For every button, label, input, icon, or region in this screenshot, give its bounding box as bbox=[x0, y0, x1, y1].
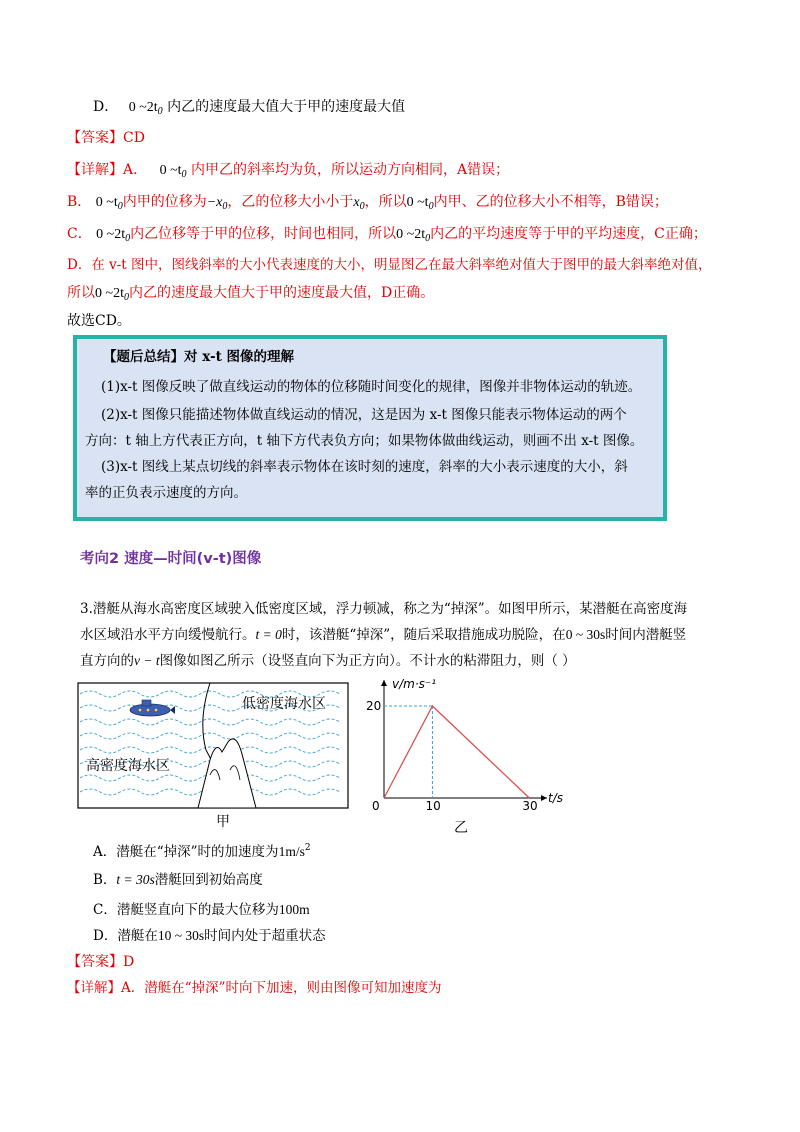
math-sub: 0 bbox=[125, 233, 131, 244]
detail-prefix: C． bbox=[67, 226, 92, 242]
conclusion: 故选CD。 bbox=[67, 313, 131, 329]
detail-b bbox=[67, 192, 668, 217]
detail-text: ，乙的位移大小小于 bbox=[227, 194, 354, 210]
math-value: 1m/s bbox=[278, 844, 305, 859]
y-axis-label: v/m·s⁻¹ bbox=[392, 677, 437, 691]
chart-series bbox=[384, 706, 529, 798]
option-text: C．潜艇竖直向下的最大位移为 bbox=[93, 902, 279, 918]
summary-p3a: (3)x-t 图线上某点切线的斜率表示物体在该时刻的速度，斜率的大小表示速度的大小，斜 bbox=[101, 459, 628, 475]
math-range: 0 ~t bbox=[406, 195, 429, 210]
option-text: 潜艇回到初始高度 bbox=[154, 872, 263, 888]
question-text: 时，该潜艇“掉深”，随后采取措施成功脱险，在 bbox=[281, 627, 566, 643]
question3-line3 bbox=[80, 651, 576, 671]
math-range: 0 ~t bbox=[159, 163, 182, 178]
detail-prefix: B． bbox=[67, 194, 92, 210]
math-sub: 0 bbox=[428, 201, 434, 212]
math-range: 0 ~ 30s bbox=[565, 627, 606, 642]
detail-a bbox=[67, 160, 509, 185]
math-value: 100m bbox=[278, 902, 310, 917]
option-d-prev bbox=[93, 97, 405, 122]
question-text: 图像如图乙所示（设竖直向下为正方向）。不计水的粘滞阻力，则（ ） bbox=[159, 653, 576, 669]
answer-label: 【答案】 bbox=[67, 954, 123, 970]
question3-line1: 3.潜艇从海水高密度区域驶入低密度区域，浮力顿减，称之为“掉深”。如图甲所示，某潜艇在高密度海 bbox=[80, 601, 688, 617]
answer-value: CD bbox=[123, 130, 145, 146]
chart-ticks bbox=[366, 699, 538, 813]
figure-yi-caption: 乙 bbox=[454, 820, 468, 836]
math-range: 0 ~2t bbox=[95, 286, 124, 301]
summary-p3b: 率的正负表示速度的方向。 bbox=[85, 485, 247, 501]
question-text: 直方向的 bbox=[80, 653, 134, 669]
math-expr: v − t bbox=[134, 653, 160, 668]
math-var: x bbox=[353, 195, 360, 210]
math-range: 0 ~2t bbox=[396, 227, 426, 242]
math-expr: t = 0 bbox=[255, 627, 282, 642]
detail-text: 所以 bbox=[67, 285, 95, 301]
high-density-label: 高密度海水区 bbox=[86, 758, 170, 774]
question-text: 时间内潜艇竖 bbox=[605, 627, 687, 643]
option-prefix: B． bbox=[93, 872, 117, 888]
y-tick-label: 20 bbox=[366, 699, 382, 713]
math-sub: 0 bbox=[181, 169, 187, 180]
figure-jia-caption: 甲 bbox=[216, 814, 230, 830]
detail-text: 内乙的平均速度等于甲的平均速度，C正确； bbox=[430, 226, 707, 242]
detail-text: 内甲、乙的位移大小不相等，B错误； bbox=[433, 194, 668, 210]
detail-d-line1: D．在 v-t 图中，图线斜率的大小代表速度的大小，明显图乙在最大斜率绝对值大于图甲的最大斜率绝对值， bbox=[67, 257, 712, 273]
detail-prefix: A． bbox=[123, 162, 148, 178]
detail3-line bbox=[67, 978, 442, 998]
math-range: 0 ~2t bbox=[128, 100, 158, 115]
math-sup: 2 bbox=[304, 843, 311, 853]
detail-text: 内甲的位移为 bbox=[122, 194, 207, 210]
option-prefix: D．潜艇在 bbox=[93, 928, 158, 944]
x-axis-label: t/s bbox=[548, 791, 563, 805]
answer-label: 【答案】 bbox=[67, 130, 123, 146]
low-density-label: 低密度海水区 bbox=[242, 696, 326, 712]
math-sub: 0 bbox=[117, 201, 123, 212]
answer-line bbox=[67, 128, 145, 148]
math-range: 0 ~2t bbox=[96, 227, 126, 242]
math-sub: 0 bbox=[222, 201, 228, 212]
summary-p2a: (2)x-t 图像只能描述物体做直线运动的情况，这是因为 x-t 图像只能表示物体运动的两个 bbox=[101, 407, 627, 423]
option-text: 时间内处于超重状态 bbox=[204, 928, 326, 944]
detail-text: 内甲乙的斜率均为负，所以运动方向相同，A错误； bbox=[191, 162, 510, 178]
option-prefix: D． bbox=[93, 99, 119, 115]
option3-b bbox=[93, 870, 263, 890]
x-tick-label: 10 bbox=[425, 799, 441, 813]
math-value: 10 ~ 30s bbox=[157, 928, 205, 943]
summary-title: 【题后总结】对 x-t 图像的理解 bbox=[103, 349, 295, 365]
figure-jia bbox=[70, 680, 360, 830]
question3-line2 bbox=[80, 625, 686, 645]
math-sub: 0 bbox=[123, 292, 129, 303]
velocity-series-line bbox=[384, 706, 529, 798]
x-tick-label: 0 bbox=[372, 799, 380, 813]
answer3-line bbox=[67, 952, 134, 972]
detail-d-line2 bbox=[67, 283, 434, 308]
summary-p2b: 方向：t 轴上方代表正方向，t 轴下方代表负方向；如果物体做曲线运动，则画不出 x-t 图像。 bbox=[85, 433, 644, 449]
detail-label: 【详解】 bbox=[67, 162, 123, 178]
detail-text: 内乙位移等于甲的位移，时间也相同，所以 bbox=[130, 226, 397, 242]
detail-text: A．潜艇在“掉深”时向下加速，则由图像可知加速度为 bbox=[121, 980, 442, 996]
summary-box bbox=[73, 335, 667, 521]
section-heading: 考向2 速度—时间(v-t)图像 bbox=[80, 551, 262, 567]
detail-text: 内乙的速度最大值大于甲的速度最大值，D正确。 bbox=[128, 285, 435, 301]
detail-label: 【详解】 bbox=[67, 980, 121, 996]
math-var: −x bbox=[206, 195, 223, 210]
detail-text: ，所以 bbox=[364, 194, 407, 210]
question-text: 水区域沿水平方向缓慢航行。 bbox=[80, 627, 256, 643]
option-text: 内乙的速度最大值大于甲的速度最大值 bbox=[167, 99, 406, 115]
option3-c bbox=[93, 900, 310, 920]
math-sub: 0 bbox=[425, 233, 431, 244]
math-sub: 0 bbox=[157, 106, 163, 117]
answer-value: D bbox=[123, 954, 135, 970]
math-sub: 0 bbox=[359, 201, 365, 212]
option3-a bbox=[93, 838, 311, 862]
math-range: 0 ~t bbox=[95, 195, 118, 210]
summary-p1: (1)x-t 图像反映了做直线运动的物体的位移随时间变化的规律，图像并非物体运动的轨迹。 bbox=[101, 379, 642, 395]
option3-d bbox=[93, 926, 326, 946]
option-text: A．潜艇在“掉深”时的加速度为 bbox=[93, 844, 279, 860]
math-value: t = 30s bbox=[116, 872, 155, 887]
figure-yi-chart bbox=[362, 672, 582, 837]
x-tick-label: 30 bbox=[522, 799, 538, 813]
detail-c bbox=[67, 224, 707, 249]
